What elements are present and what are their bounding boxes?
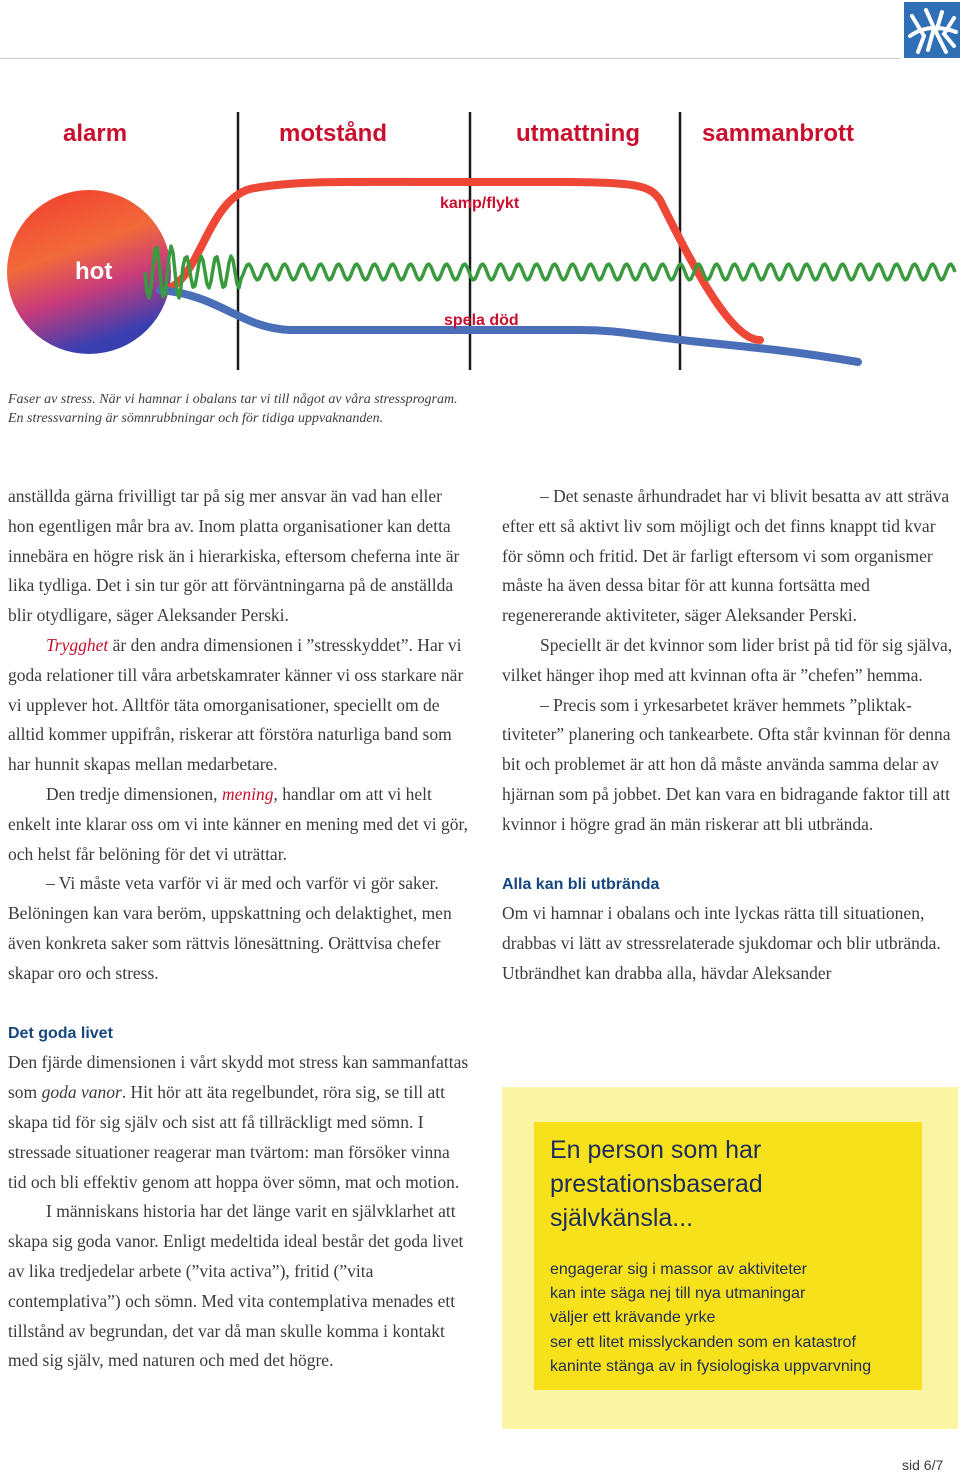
right-paragraph-2: Speciellt är det kvinnor som lider brist på tid för sig själva, vilket hänger ihop med att kvinnan ofta är ”chefen” hemma. [502,634,953,685]
emphasis-mening: mening [221,783,274,804]
section-heading-good-life: Det goda livet [8,1024,113,1042]
right-column [502,482,954,989]
left-paragraph-3-lead: Den tredje dimensionen, [46,783,222,804]
page-number: sid 6/7 [902,1457,944,1473]
factbox-item: väljer ett krävande yrke [550,1309,716,1327]
organization-logo [904,2,960,58]
fight-flight-label: kamp/flykt [440,195,520,212]
left-paragraph-5 [8,1048,470,1197]
hot-label: hot [75,258,113,285]
phase-label-exhaustion: utmattning [516,120,640,147]
section-heading-burnout: Alla kan bli utbrända [502,875,660,893]
left-paragraph-2 [8,631,470,780]
header-rule [0,58,900,59]
phase-label-collapse: sammanbrott [702,120,855,147]
factbox-item: ser ett litet misslyckanden som en katastrof [550,1333,856,1351]
emphasis-trygghet: Trygghet [46,634,109,655]
left-paragraph-3-tail: , handlar om att vi helt enkelt inte klarar oss om vi inte känner en mening med det vi gör, och helst får belöning för det vi uträttar. [8,783,469,864]
left-paragraph-5-tail: . Hit hör att äta regelbundet, röra sig, se till att skapa tid för sig själv och sist att få tillräckligt med sömn. I stressade situationer reagerar man tvärtom: man försöker vinna tid och bli effektiv genom att hoppa över sömn, mat och motion. [8,1082,460,1192]
right-paragraph-3: – Precis som i yrkesarbetet kräver hemmets ”pliktaktiviteter” planering och tankearbete. Ofta står kvinnan för denna bit och problemet är att hon då måste använda samma delar av hjärnan som på jobbet. Det kan vara en bidragande faktor till att kvinnor i högre grad än män riskerar att bli utbrända. [502,694,951,834]
factbox-item: kan inte säga nej till nya utmaningar [550,1285,806,1303]
factbox-item: engagerar sig i massor av aktiviteter [550,1261,807,1278]
phase-label-alarm: alarm [63,120,128,147]
stress-oscillation-wave [145,246,955,298]
left-paragraph-3 [8,780,470,869]
right-paragraph-4: Om vi hamnar i obalans och inte lyckas rätta till situationen, drabbas vi lätt av stressrelaterade sjukdomar och blir utbrända. Utbrändhet kan drabba alla, hävdar Aleksander [502,903,941,983]
left-paragraph-5-lead: Den fjärde dimensionen i vårt skydd mot stress kan sammanfattas som [8,1052,469,1103]
figure-caption [8,390,528,428]
left-paragraph-2-text: är den andra dimensionen i ”stresskyddet”. Har vi goda relationer till våra arbetskamrater känner vi oss starkare när vi upplever hot. Alltför täta omorganisationer, speciellt om de alltid kommer uppifrån, riskerar att förstöra naturliga band som har hunnit skapas mellan medarbetare. [8,634,464,775]
factbox-list [550,1258,920,1379]
caption-line-2: En stressvarning är sömnrubbningar och för tidiga uppvaknanden. [8,411,384,426]
factbox-title: En person som har prestationsbaserad självkänsla... [550,1136,763,1232]
left-paragraph-1: anställda gärna frivilligt tar på sig mer ansvar än vad han eller hon egentligen mår bra av. Inom platta organisationer kan detta innebära en högre risk än i hierarkiska, eftersom cheferna inte är lika tydliga. Det i sin tur gör att förväntningarna på de anställda blir otydligare, säger Aleksander Perski. [8,486,460,626]
play-dead-label: spela död [444,312,519,329]
caption-line-1: Faser av stress. När vi hamnar i obalans tar vi till något av våra stressprogram. [8,392,458,407]
left-paragraph-4: – Vi måste veta varför vi är med och varför vi gör saker. Belöningen kan vara beröm, uppskattning och delaktighet, men även konkreta saker som rättvis lönesättning. Orättvisa chefer skapar oro och stress. [8,873,452,983]
left-paragraph-6: I människans historia har det länge varit en självklarhet att skapa sig goda vanor. Enligt medeltida ideal består det goda livet av lika tredjedelar arbete (”vita activa”), fritid (”vita contemplativa”) och sömn. Med vita contemplativa menades ett tillstånd av begrundan, det var då man skulle komma i kontakt med sig själv, med naturen och med det högre. [8,1201,464,1371]
left-column [8,482,470,1376]
right-paragraph-1: – Det senaste århundradet har vi blivit besatta av att sträva efter ett så aktivt liv som möjligt och det finns knappt tid kvar för sömn och fritid. Det är farligt eftersom vi som organismer måste ha även dessa bitar för att kunna fortsätta med regenererande aktiviteter, säger Aleksander Perski. [502,486,950,626]
factbox-item: kaninte stänga av in fysiologiska uppvarvning [550,1357,872,1375]
stress-phases-diagram [0,100,960,390]
emphasis-goda-vanor: goda vanor [41,1082,122,1103]
phase-label-resistance: motstånd [279,120,387,147]
